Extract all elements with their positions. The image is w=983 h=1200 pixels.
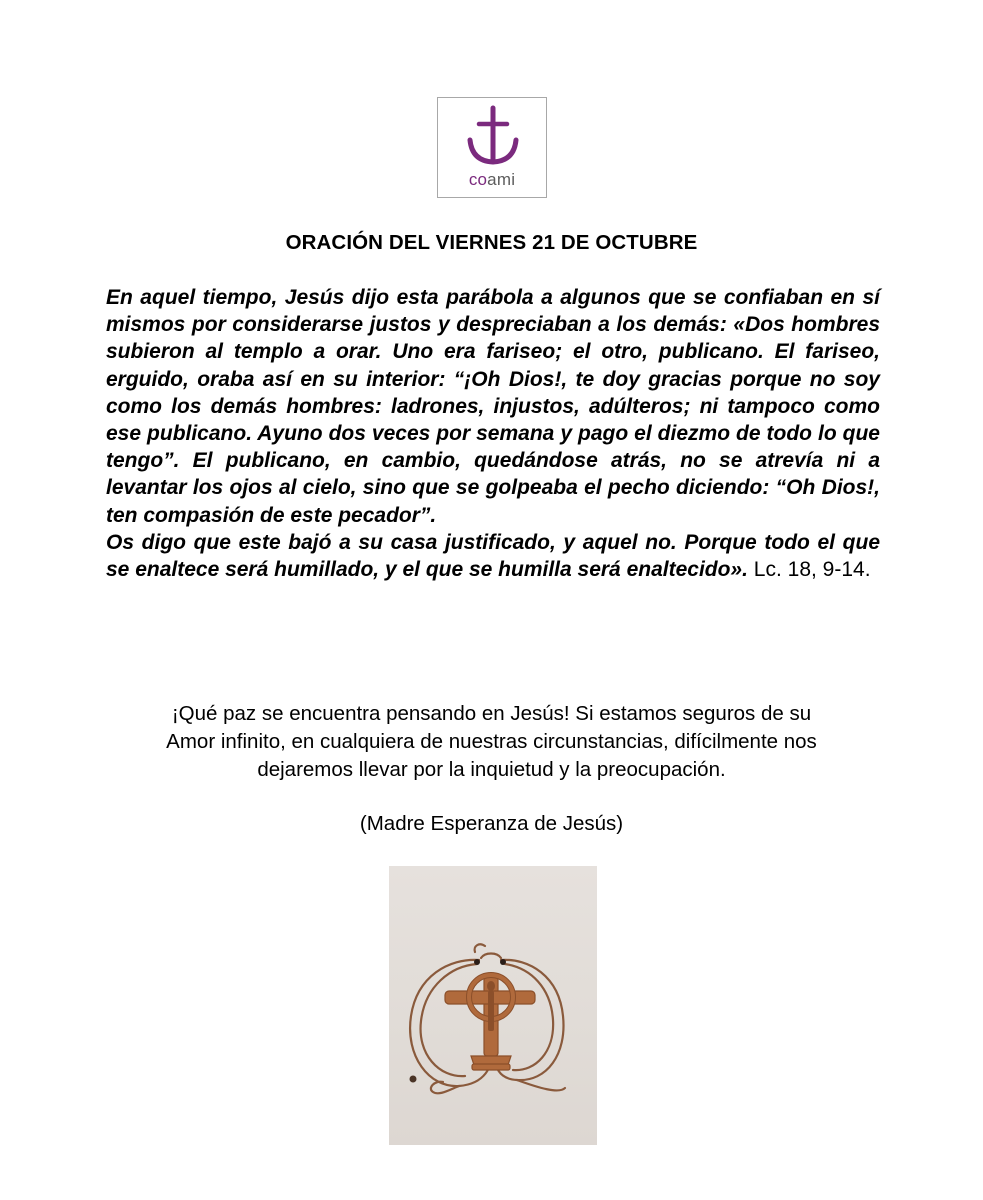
gospel-paragraph-2	[106, 529, 880, 583]
gospel-paragraph-2-text: Os digo que este bajó a su casa justificado, y aquel no. Porque todo el que se enaltece será humillado, y el que se humilla será enaltecido».	[106, 530, 880, 582]
logo-wordmark-ami: ami	[487, 170, 516, 189]
logo-wordmark	[438, 170, 546, 190]
reflection-line-1: ¡Qué paz se encuentra pensando en Jesús! Si estamos seguros de su	[171, 702, 812, 725]
crucifix-necklace-icon	[389, 866, 597, 1145]
gospel-paragraph-1	[106, 284, 880, 529]
logo-wordmark-co: co	[468, 170, 488, 189]
coami-logo	[437, 97, 547, 198]
reflection-line-2: Amor infinito, en cualquiera de nuestras circunstancias, difícilmente nos	[166, 730, 817, 753]
gospel-reading	[106, 284, 880, 583]
anchor-cross-icon	[462, 104, 524, 170]
page-title: ORACIÓN DEL VIERNES 21 DE OCTUBRE	[285, 231, 698, 254]
reflection-line-3: dejaremos llevar por la inquietud y la preocupación.	[257, 758, 726, 781]
crucifix-photo	[389, 866, 597, 1145]
gospel-reference: Lc. 18, 9-14.	[753, 558, 871, 582]
reflection-quote	[90, 700, 893, 784]
quote-author: (Madre Esperanza de Jesús)	[359, 812, 624, 835]
gospel-paragraph-1-text: En aquel tiempo, Jesús dijo esta parábola a algunos que se confiaban en sí mismos por considerarse justos y despreciaban a los demás: «Dos hombres subieron al templo a orar. Uno era fariseo; el otro, publicano. El fariseo, erguido, oraba así en su interior: “¡Oh Dios!, te doy gracias porque no soy como los demás hombres: ladrones, injustos, adúlteros; ni tampoco como ese publicano. Ayuno dos veces por semana y pago el diezmo de todo lo que tengo”. El publicano, en cambio, quedándose atrás, no se atrevía ni a levantar los ojos al cielo, sino que se golpeaba el pecho diciendo: “Oh Dios!, ten compasión de este pecador”.	[106, 286, 880, 527]
